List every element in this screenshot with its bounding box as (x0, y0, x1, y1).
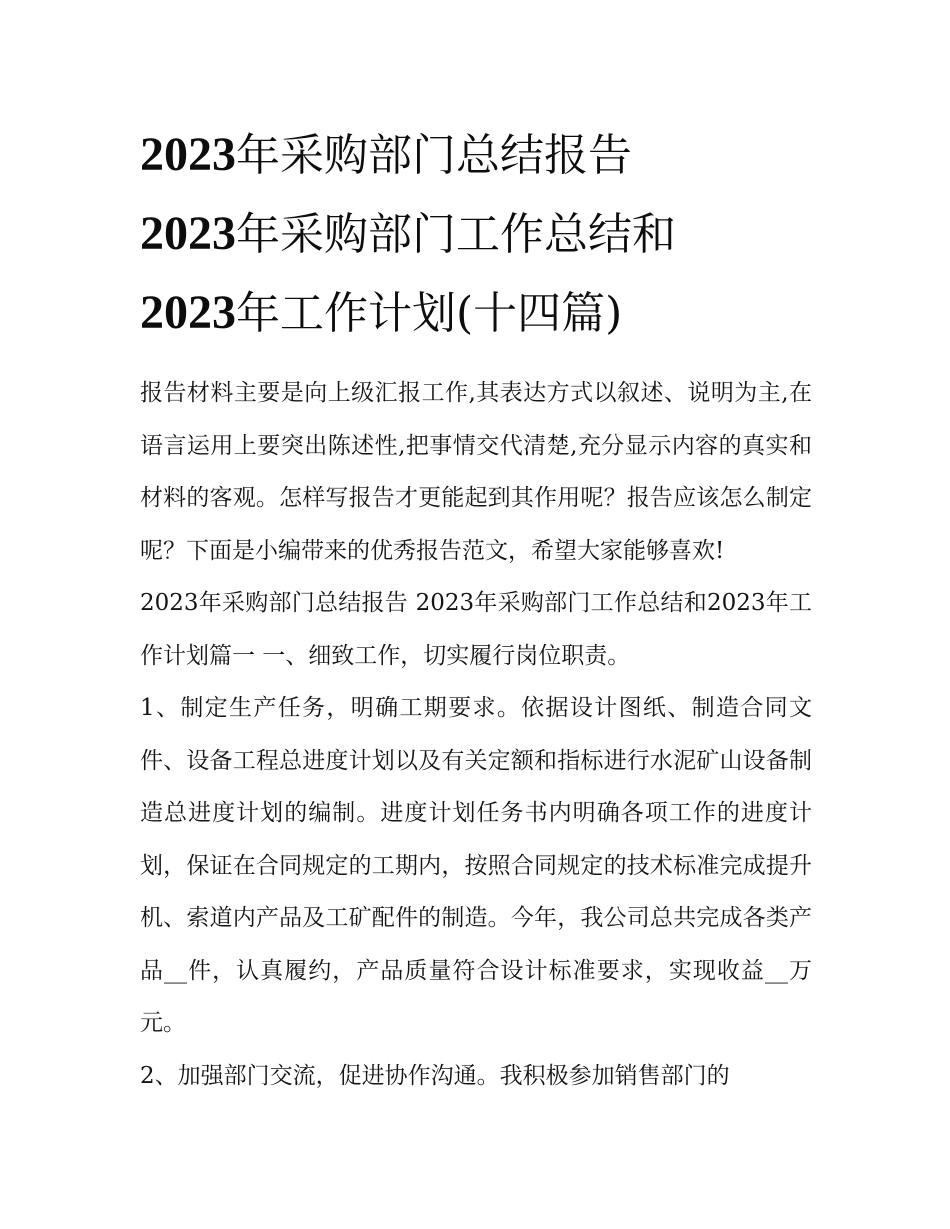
intro-paragraph: 报告材料主要是向上级汇报工作,其表达方式以叙述、说明为主,在语言运用上要突出陈述性,把事情交代清楚,充分显示内容的真实和材料的客观。怎样写报告才更能起到其作用呢？报告应该怎么制定呢？下面是小编带来的优秀报告范文，希望大家能够喜欢! (140, 380, 812, 564)
item-1-paragraph: 1、制定生产任务，明确工期要求。依据设计图纸、制造合同文件、设备工程总进度计划以及有关定额和指标进行水泥矿山设备制造总进度计划的编制。进度计划任务书内明确各项工作的进度计划，保证在合同规定的工期内，按照合同规定的技术标准完成提升机、索道内产品及工矿配件的制造。今年，我公司总共完成各类产品__件，认真履约，产品质量符合设计标准要求，实现收益__万元。 (140, 695, 812, 1036)
title-year: 2023 (140, 128, 236, 181)
title-text: 年采购部门工作总结和 (236, 209, 676, 260)
section-heading-paragraph: 2023年采购部门总结报告 2023年采购部门工作总结和2023年工作计划篇一 一、细致工作，切实履行岗位职责。 (140, 590, 812, 669)
document-content (140, 116, 812, 1102)
item-2-paragraph: 2、加强部门交流，促进协作沟通。我积极参加销售部门的 (140, 1062, 730, 1089)
title-line-3 (140, 274, 812, 353)
document-body (140, 367, 812, 1102)
document-title (140, 116, 812, 353)
title-year: 2023 (140, 207, 236, 260)
title-text: 年采购部门总结报告 (236, 130, 632, 181)
title-line-1 (140, 116, 812, 195)
title-year: 2023 (140, 286, 236, 339)
title-line-2 (140, 195, 812, 274)
title-text: 年工作计划(十四篇) (236, 288, 623, 339)
